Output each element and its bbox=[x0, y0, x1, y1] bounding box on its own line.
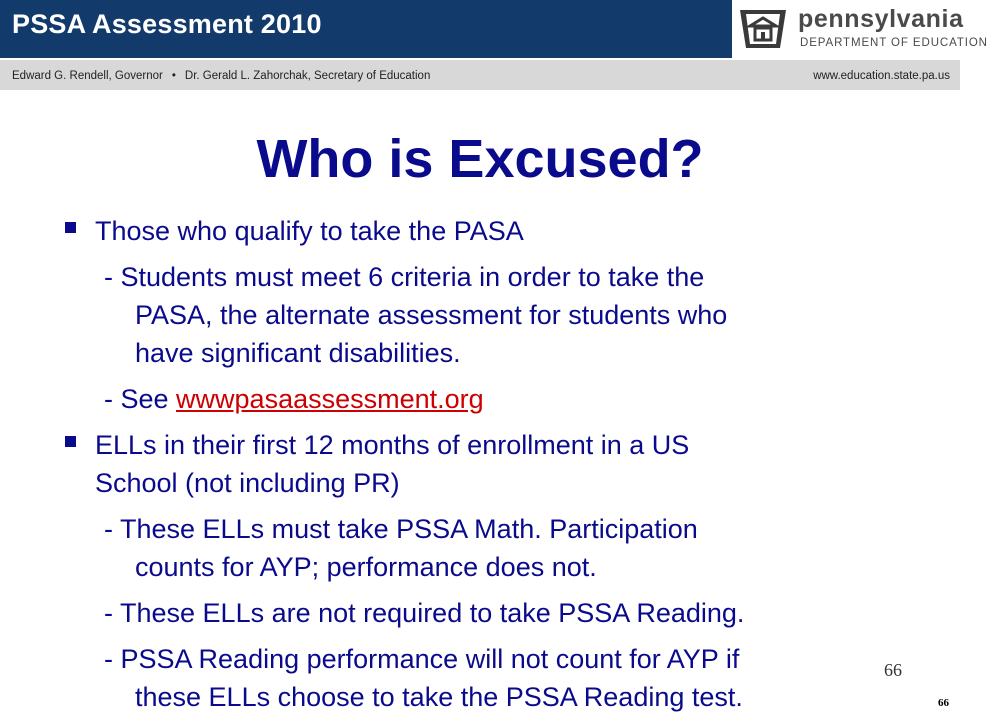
sub-point-line: - PSSA Reading performance will not count for AYP if bbox=[104, 644, 740, 674]
sub-point-line: these ELLs choose to take the PSSA Reading test. bbox=[135, 682, 743, 712]
page-number: 66 bbox=[884, 660, 902, 680]
slide-title: Who is Excused? bbox=[256, 129, 704, 189]
separator-dot: • bbox=[171, 70, 176, 82]
bullet-text: School (not including PR) bbox=[95, 468, 400, 498]
sub-point-line: - Students must meet 6 criteria in order to take the bbox=[104, 262, 705, 292]
governor-name: Edward G. Rendell, Governor bbox=[12, 70, 163, 82]
sub-point-line: - These ELLs must take PSSA Math. Participation bbox=[104, 514, 698, 544]
sub-point-line: have significant disabilities. bbox=[135, 338, 461, 368]
website-url: www.education.state.pa.us bbox=[813, 70, 950, 82]
sub-point-see bbox=[104, 381, 484, 417]
logo-wordmark: pennsylvania bbox=[798, 5, 964, 33]
sub-point-line: - These ELLs are not required to take PSSA Reading. bbox=[104, 598, 745, 628]
pasa-link[interactable]: wwwpasaassessment.org bbox=[176, 384, 484, 414]
see-prefix: - See bbox=[104, 384, 177, 414]
header-title: PSSA Assessment 2010 bbox=[12, 9, 322, 39]
secretary-name: Dr. Gerald L. Zahorchak, Secretary of Education bbox=[184, 70, 431, 82]
bullet-square-icon bbox=[65, 436, 76, 447]
bullet-text: Those who qualify to take the PASA bbox=[95, 216, 524, 246]
bullet-text: ELLs in their first 12 months of enrollment in a US bbox=[95, 430, 690, 460]
bullet-square-icon bbox=[65, 222, 76, 233]
page-number-small: 66 bbox=[938, 697, 949, 709]
sub-point-line: counts for AYP; performance does not. bbox=[135, 552, 597, 582]
logo-department: DEPARTMENT OF EDUCATION bbox=[800, 37, 988, 49]
sub-point-line: PASA, the alternate assessment for students who bbox=[135, 300, 728, 330]
